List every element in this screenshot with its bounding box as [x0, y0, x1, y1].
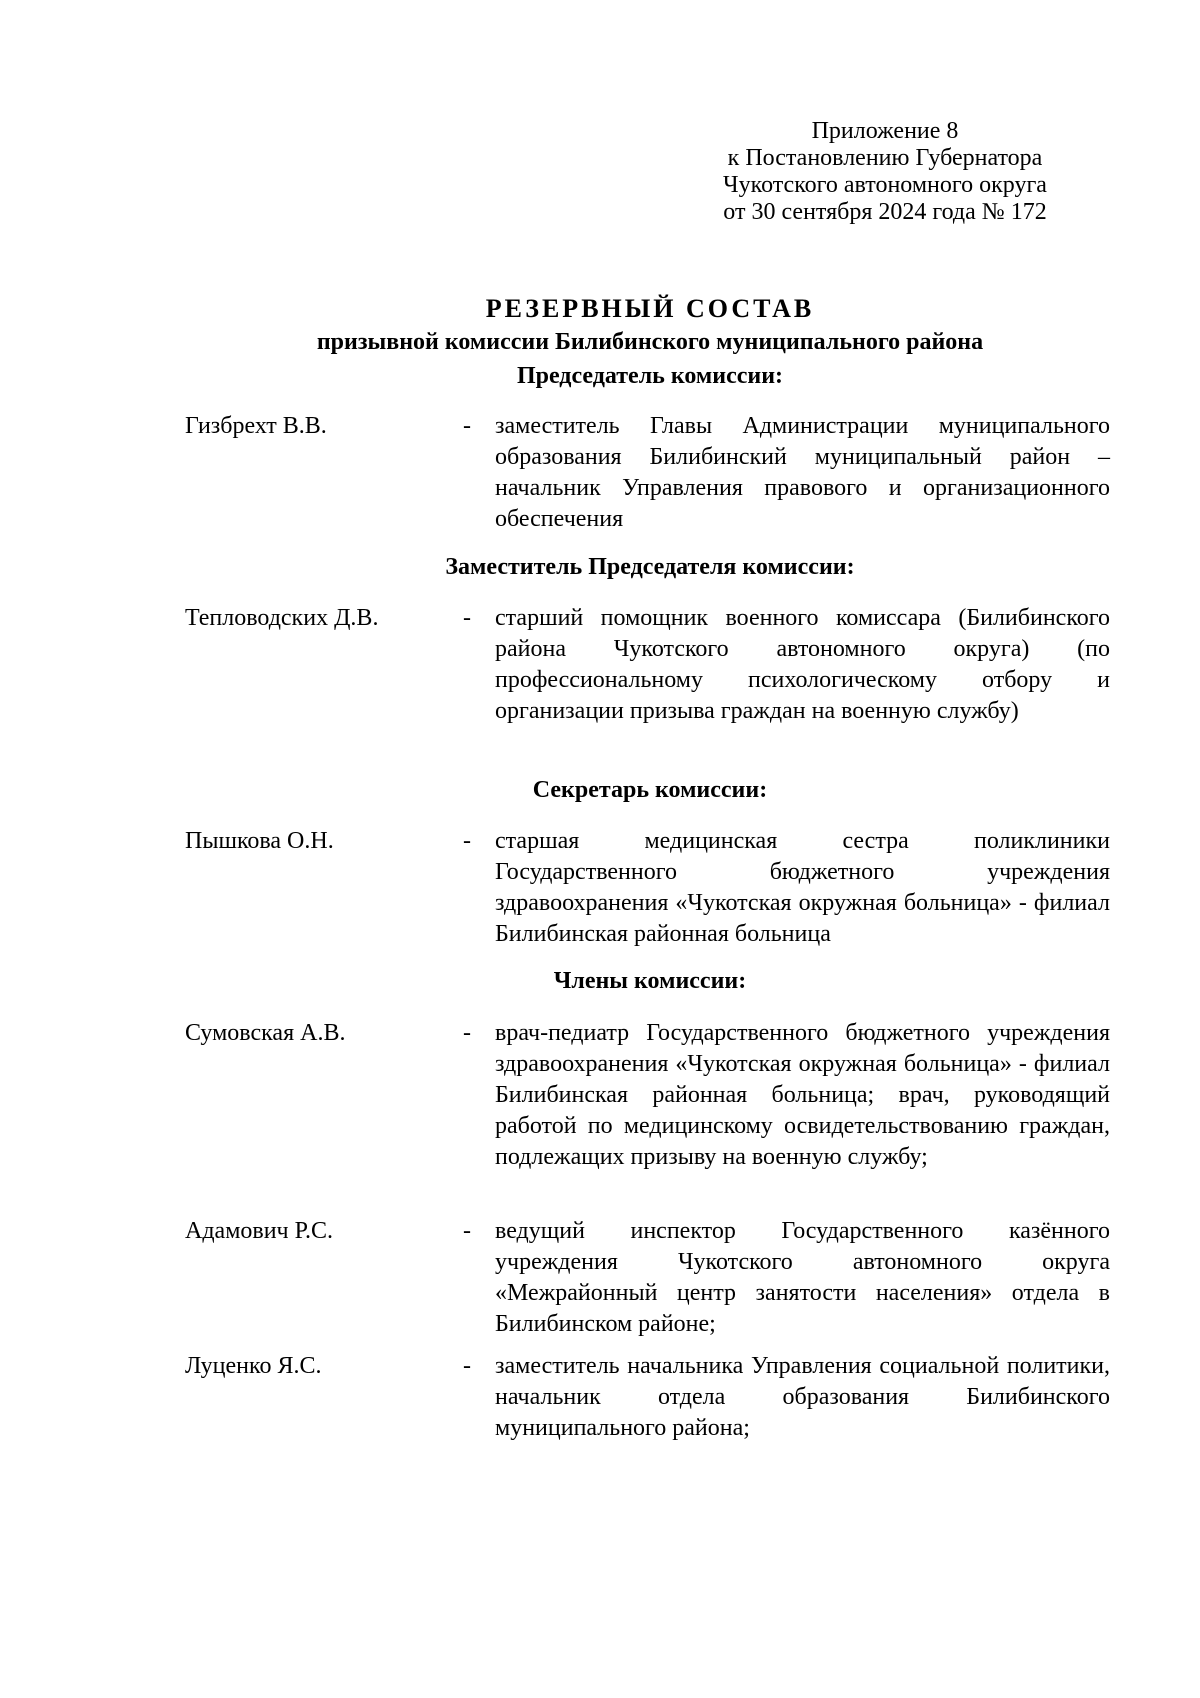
person-name: Сумовская А.В. [185, 1020, 346, 1046]
appendix-date: от 30 сентября 2024 года № 172 [723, 199, 1047, 225]
separator-dash: - [463, 1218, 471, 1244]
person-position: ведущий инспектор Государственного казённого учреждения Чукотского автономного округа «Межрайонный центр занятости населения» отдела в Билибинском районе; [495, 1218, 1110, 1337]
title-sub: призывной комиссии Билибинского муниципального района [316, 329, 984, 355]
appendix-reference: к Постановлению Губернатора [727, 145, 1043, 171]
person-position: старшая медицинская сестра поликлиники Государственного бюджетного учреждения здравоохранения «Чукотская окружная больница» - филиал Билибинская районная больница [495, 828, 1110, 947]
person-position: старший помощник военного комиссара (Билибинского района Чукотского автономного округа) (по профессиональному психологическому отбору и организации призыва граждан на военную службу) [495, 605, 1110, 724]
document-title [180, 292, 1120, 358]
person-name: Тепловодских Д.В. [185, 605, 379, 631]
appendix-number: Приложение 8 [811, 118, 959, 144]
separator-dash: - [463, 1353, 471, 1379]
members-heading: Члены комиссии: [553, 968, 747, 994]
separator-dash: - [463, 605, 471, 631]
chairman-heading: Председатель комиссии: [516, 363, 784, 389]
secretary-heading: Секретарь комиссии: [532, 777, 768, 803]
appendix-header [700, 118, 1070, 226]
title-main: РЕЗЕРВНЫЙ СОСТАВ [485, 294, 815, 323]
deputy-heading: Заместитель Председателя комиссии: [445, 554, 855, 580]
person-position: заместитель Главы Администрации муниципального образования Билибинский муниципальный район – начальник Управления правового и организационного обеспечения [495, 413, 1110, 532]
separator-dash: - [463, 1020, 471, 1046]
separator-dash: - [463, 413, 471, 439]
person-position: заместитель начальника Управления социальной политики, начальник отдела образования Билибинского муниципального района; [495, 1353, 1110, 1441]
person-position: врач-педиатр Государственного бюджетного учреждения здравоохранения «Чукотская окружная больница» - филиал Билибинская районная больница; врач, руководящий работой по медицинскому освидетельствованию граждан, подлежащих призыву на военную службу; [495, 1020, 1110, 1170]
person-name: Пышкова О.Н. [185, 828, 334, 854]
person-name: Луценко Я.С. [185, 1353, 322, 1379]
person-name: Гизбрехт В.В. [185, 413, 327, 439]
person-name: Адамович Р.С. [185, 1218, 333, 1244]
appendix-region: Чукотского автономного округа [723, 172, 1047, 198]
separator-dash: - [463, 828, 471, 854]
